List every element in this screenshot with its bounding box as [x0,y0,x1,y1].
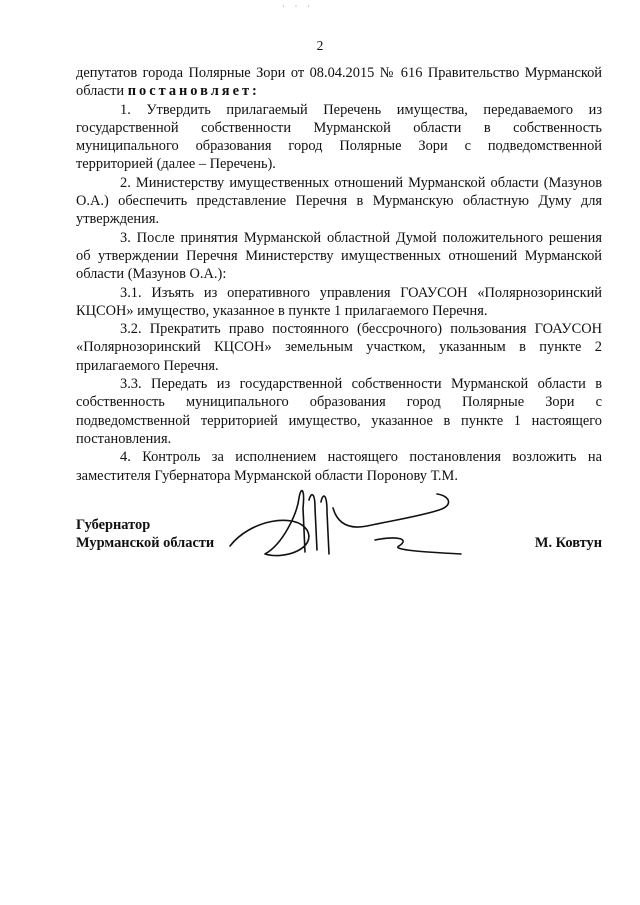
intro-paragraph [76,64,602,101]
document-body [76,64,602,485]
signer-title-line1: Губернатор [76,517,151,533]
signature-block [76,516,602,556]
paragraph-2: 2. Министерству имущественных отношений Мурманской области (Мазунов О.А.) обеспечить представление Перечня в Мурманскую областную Думу для утверждения. [76,174,602,228]
scan-mark: · · · [282,2,314,11]
paragraph-3-1: 3.1. Изъять из оперативного управления ГОАУСОН «Полярнозоринский КЦСОН» имущество, указанное в пункте 1 прилагаемого Перечня. [76,284,602,319]
paragraph-3-2: 3.2. Прекратить право постоянного (бессрочного) пользования ГОАУСОН «Полярнозоринский КЦСОН» земельным участком, указанным в пункте 2 прилагаемого Перечня. [76,321,602,374]
intro-text: депутатов города Полярные Зори от 08.04.2015 № 616 Правительство Мурманской области [76,65,602,100]
paragraph-4: 4. Контроль за исполнением настоящего постановления возложить на заместителя Губернатора Мурманской области Поронову Т.М. [76,449,602,484]
paragraph-1: 1. Утвердить прилагаемый Перечень имущества, передаваемого из государственной собственности Мурманской области в собственность муниципального образования город Полярные Зори с подведомственной территорией (далее – Перечень). [76,101,602,173]
page-number: 2 [316,38,324,53]
paragraph-3-3: 3.3. Передать из государственной собственности Мурманской области в собственность муниципального образования город Полярные Зори с подведомственной территорией имущество, указанное в пункте 1 настоящего постановления. [76,376,602,447]
signer-title-line2: Мурманской области [76,535,215,551]
signer-name: М. Ковтун [534,535,602,551]
intro-action: постановляет: [127,83,260,100]
paragraph-3: 3. После принятия Мурманской областной Думой положительного решения об утверждении Перечня Министерству имущественных отношений Мурманской области (Мазунов О.А.): [76,229,602,283]
